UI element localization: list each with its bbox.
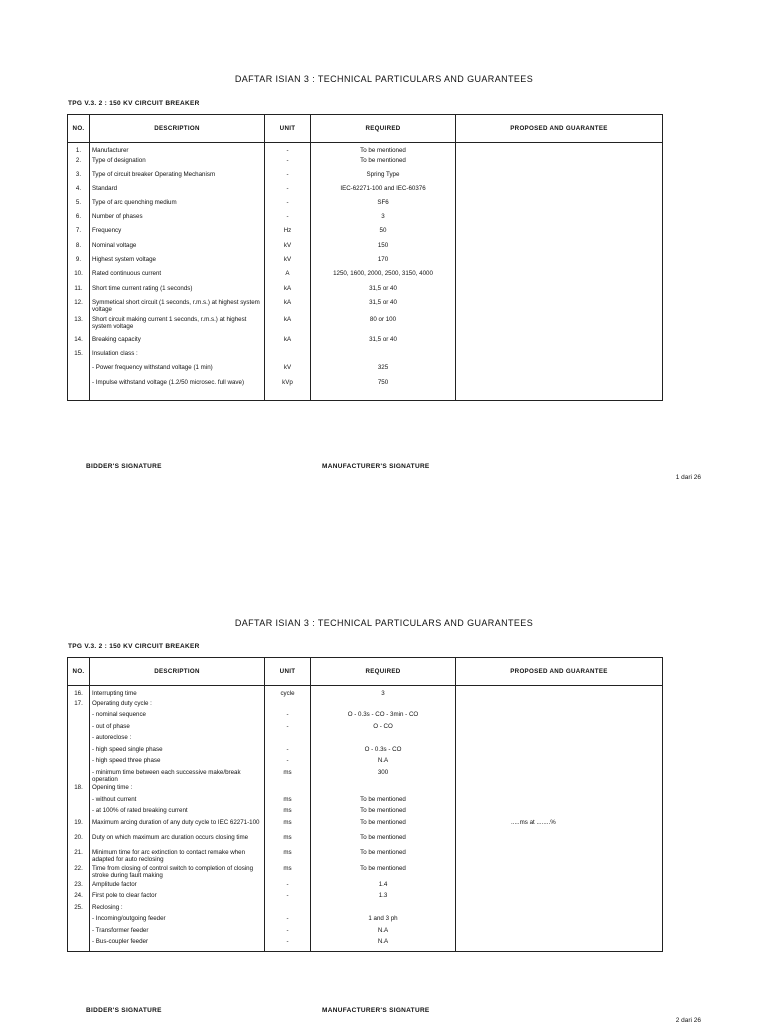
row-description: Manufacturer	[90, 143, 265, 158]
row-required: 1.3	[311, 892, 456, 904]
row-required: 50	[311, 227, 456, 242]
specification-table	[67, 114, 663, 401]
row-unit	[265, 904, 311, 916]
row-number: 10.	[68, 270, 90, 285]
row-proposed[interactable]	[456, 904, 663, 916]
header-unit: UNIT	[265, 115, 311, 143]
row-required: 80 or 100	[311, 316, 456, 336]
row-description: Type of arc quenching medium	[90, 199, 265, 213]
row-description: Interrupting time	[90, 686, 265, 700]
row-description: Duty on which maximum arc duration occurs closing time	[90, 834, 265, 849]
row-unit: kA	[265, 299, 311, 317]
row-description: Symmetical short circuit (1 seconds, r.m.s.) at highest system voltage	[90, 299, 265, 317]
row-description: - out of phase	[90, 723, 265, 735]
row-unit: -	[265, 881, 311, 893]
row-required: 1.4	[311, 881, 456, 893]
row-proposed[interactable]	[456, 927, 663, 939]
table-row	[68, 865, 663, 881]
row-required: 325	[311, 364, 456, 379]
table-row	[68, 213, 663, 227]
row-number: 13.	[68, 316, 90, 336]
row-unit: ms	[265, 769, 311, 785]
row-unit: kV	[265, 364, 311, 379]
row-description: Short circuit making current 1 seconds, r.m.s.) at highest system voltage	[90, 316, 265, 336]
row-description: Short time current rating (1 seconds)	[90, 285, 265, 299]
manufacturer-signature-label: MANUFACTURER'S SIGNATURE	[322, 1007, 430, 1014]
row-number: 21.	[68, 849, 90, 865]
row-number: 24.	[68, 892, 90, 904]
row-unit: -	[265, 143, 311, 158]
page-subtitle: TPG V.3. 2 : 150 KV CIRCUIT BREAKER	[68, 643, 200, 650]
row-required: O - 0.3s - CO	[311, 746, 456, 758]
table-row	[68, 819, 663, 835]
header-no: NO.	[68, 115, 90, 143]
row-unit	[265, 350, 311, 364]
row-required: To be mentioned	[311, 834, 456, 849]
row-description: - nominal sequence	[90, 711, 265, 723]
row-unit: cycle	[265, 686, 311, 700]
row-proposed[interactable]	[456, 350, 663, 364]
row-required: To be mentioned	[311, 849, 456, 865]
row-required	[311, 904, 456, 916]
row-number: 9.	[68, 256, 90, 271]
row-required: Spring Type	[311, 171, 456, 185]
header-description: DESCRIPTION	[90, 115, 265, 143]
table-row	[68, 143, 663, 158]
table-row	[68, 757, 663, 769]
table-row	[68, 270, 663, 285]
row-unit: -	[265, 157, 311, 171]
row-number: 20.	[68, 834, 90, 849]
row-description: Type of circuit breaker Operating Mechanism	[90, 171, 265, 185]
row-number	[68, 734, 90, 746]
table-row	[68, 686, 663, 700]
table-row	[68, 350, 663, 364]
row-description: Minimum time for arc extinction to contact remake when adapted for auto reclosing	[90, 849, 265, 865]
page-title: DAFTAR ISIAN 3 : TECHNICAL PARTICULARS AND GUARANTEES	[234, 618, 534, 628]
row-description: Operating duty cycle :	[90, 700, 265, 712]
row-unit: A	[265, 270, 311, 285]
table-row	[68, 364, 663, 379]
row-proposed[interactable]	[456, 185, 663, 199]
row-required	[311, 734, 456, 746]
table-row	[68, 242, 663, 256]
row-proposed[interactable]	[456, 915, 663, 927]
row-number	[68, 757, 90, 769]
header-proposed: PROPOSED AND GUARANTEE	[456, 115, 663, 143]
row-number	[68, 723, 90, 735]
table-row	[68, 379, 663, 400]
row-proposed[interactable]	[456, 734, 663, 746]
row-unit	[265, 784, 311, 796]
page-title: DAFTAR ISIAN 3 : TECHNICAL PARTICULARS AND GUARANTEES	[234, 74, 534, 84]
row-proposed[interactable]	[456, 364, 663, 379]
row-description: - autoreclose :	[90, 734, 265, 746]
row-description: Frequency	[90, 227, 265, 242]
table-row	[68, 157, 663, 171]
table-header-row	[68, 115, 663, 143]
row-number: 25.	[68, 904, 90, 916]
row-required: 1 and 3 ph	[311, 915, 456, 927]
row-description: Nominal voltage	[90, 242, 265, 256]
row-proposed[interactable]	[456, 199, 663, 213]
row-unit: kA	[265, 336, 311, 350]
row-number	[68, 807, 90, 819]
row-proposed[interactable]	[456, 270, 663, 285]
row-proposed[interactable]	[456, 316, 663, 336]
row-proposed[interactable]	[456, 784, 663, 796]
table-row	[68, 834, 663, 849]
row-required: N.A	[311, 938, 456, 952]
row-required: O - 0.3s - CO - 3min - CO	[311, 711, 456, 723]
row-proposed[interactable]	[456, 865, 663, 881]
row-required: To be mentioned	[311, 819, 456, 835]
row-required: N.A	[311, 757, 456, 769]
row-required: O - CO	[311, 723, 456, 735]
row-proposed[interactable]: .....ms at ........%	[456, 819, 663, 835]
row-number: 17.	[68, 700, 90, 712]
row-unit: -	[265, 723, 311, 735]
row-description: Amplitude factor	[90, 881, 265, 893]
table-row	[68, 227, 663, 242]
header-required: REQUIRED	[311, 658, 456, 686]
row-proposed[interactable]	[456, 256, 663, 271]
row-description: - at 100% of rated breaking current	[90, 807, 265, 819]
table-row	[68, 336, 663, 350]
table-row	[68, 700, 663, 712]
row-proposed[interactable]	[456, 746, 663, 758]
row-number	[68, 746, 90, 758]
row-unit: -	[265, 711, 311, 723]
row-proposed[interactable]	[456, 796, 663, 808]
row-unit: kA	[265, 285, 311, 299]
table-row	[68, 299, 663, 317]
row-required: To be mentioned	[311, 865, 456, 881]
row-description: - high speed three phase	[90, 757, 265, 769]
page-subtitle: TPG V.3. 2 : 150 KV CIRCUIT BREAKER	[68, 100, 200, 107]
row-unit: -	[265, 927, 311, 939]
table-row	[68, 746, 663, 758]
table-row	[68, 881, 663, 893]
row-description: - without current	[90, 796, 265, 808]
row-proposed[interactable]	[456, 807, 663, 819]
row-description: - high speed single phase	[90, 746, 265, 758]
row-unit: ms	[265, 807, 311, 819]
row-unit: ms	[265, 796, 311, 808]
table-row	[68, 723, 663, 735]
row-unit: kV	[265, 256, 311, 271]
row-description: Rated continuous current	[90, 270, 265, 285]
row-number: 6.	[68, 213, 90, 227]
row-required: IEC-62271-100 and IEC-60376	[311, 185, 456, 199]
row-number: 19.	[68, 819, 90, 835]
row-number: 23.	[68, 881, 90, 893]
row-description: First pole to clear factor	[90, 892, 265, 904]
row-required: To be mentioned	[311, 143, 456, 158]
row-required: 3	[311, 686, 456, 700]
row-description: Type of designation	[90, 157, 265, 171]
table-row	[68, 199, 663, 213]
row-number: 7.	[68, 227, 90, 242]
row-unit: -	[265, 746, 311, 758]
row-required: To be mentioned	[311, 807, 456, 819]
row-description: - Incoming/outgoing feeder	[90, 915, 265, 927]
row-number	[68, 711, 90, 723]
table-row	[68, 796, 663, 808]
table-row	[68, 807, 663, 819]
row-description: - Bus-coupler feeder	[90, 938, 265, 952]
table-row	[68, 171, 663, 185]
document-page-1	[0, 0, 768, 500]
row-unit: kV	[265, 242, 311, 256]
row-required: SF6	[311, 199, 456, 213]
table-header-row	[68, 658, 663, 686]
row-unit: ms	[265, 834, 311, 849]
row-number	[68, 927, 90, 939]
row-required	[311, 700, 456, 712]
row-proposed[interactable]	[456, 881, 663, 893]
header-description: DESCRIPTION	[90, 658, 265, 686]
row-proposed[interactable]	[456, 686, 663, 700]
row-unit: -	[265, 938, 311, 952]
row-proposed[interactable]	[456, 336, 663, 350]
row-description: - Transformer feeder	[90, 927, 265, 939]
bidder-signature-label: BIDDER'S SIGNATURE	[86, 463, 162, 470]
row-unit: ms	[265, 819, 311, 835]
row-required	[311, 784, 456, 796]
row-number	[68, 379, 90, 400]
row-required: 3	[311, 213, 456, 227]
row-required: N.A	[311, 927, 456, 939]
row-number: 3.	[68, 171, 90, 185]
row-required: 1250, 1600, 2000, 2500, 3150, 4000	[311, 270, 456, 285]
row-proposed[interactable]	[456, 757, 663, 769]
row-number: 16.	[68, 686, 90, 700]
table-row	[68, 316, 663, 336]
row-required: 31,5 or 40	[311, 299, 456, 317]
row-proposed[interactable]	[456, 700, 663, 712]
table-row	[68, 927, 663, 939]
table-row	[68, 734, 663, 746]
row-number: 18.	[68, 784, 90, 796]
row-unit: kA	[265, 316, 311, 336]
row-description: - minimum time between each successive make/break operation	[90, 769, 265, 785]
row-description: Maximum arcing duration of any duty cycle to IEC 62271-100	[90, 819, 265, 835]
row-proposed[interactable]	[456, 379, 663, 400]
row-number	[68, 915, 90, 927]
row-number: 14.	[68, 336, 90, 350]
row-number: 22.	[68, 865, 90, 881]
table-row	[68, 769, 663, 785]
row-required: 170	[311, 256, 456, 271]
row-proposed[interactable]	[456, 227, 663, 242]
row-description: - Impulse withstand voltage (1.2/50 microsec. full wave)	[90, 379, 265, 400]
row-number: 4.	[68, 185, 90, 199]
row-number	[68, 796, 90, 808]
row-unit: -	[265, 171, 311, 185]
document-page-2	[0, 545, 768, 1024]
row-proposed[interactable]	[456, 213, 663, 227]
row-unit: ms	[265, 849, 311, 865]
row-number: 12.	[68, 299, 90, 317]
row-description: Opening time :	[90, 784, 265, 796]
row-required: 750	[311, 379, 456, 400]
row-proposed[interactable]	[456, 242, 663, 256]
row-unit	[265, 734, 311, 746]
row-required: To be mentioned	[311, 157, 456, 171]
row-required: To be mentioned	[311, 796, 456, 808]
row-number	[68, 364, 90, 379]
row-proposed[interactable]	[456, 769, 663, 785]
table-row	[68, 185, 663, 199]
row-unit: kVp	[265, 379, 311, 400]
row-proposed[interactable]	[456, 711, 663, 723]
row-description: Reclosing :	[90, 904, 265, 916]
row-unit: ms	[265, 865, 311, 881]
row-description: Time from closing of control switch to completion of closing stroke during fault making	[90, 865, 265, 881]
row-proposed[interactable]	[456, 285, 663, 299]
row-proposed[interactable]	[456, 723, 663, 735]
row-proposed[interactable]	[456, 849, 663, 865]
table-row	[68, 256, 663, 271]
row-required: 300	[311, 769, 456, 785]
row-number: 15.	[68, 350, 90, 364]
row-number: 2.	[68, 157, 90, 171]
header-required: REQUIRED	[311, 115, 456, 143]
table-row	[68, 849, 663, 865]
header-unit: UNIT	[265, 658, 311, 686]
row-description: Number of phases	[90, 213, 265, 227]
row-unit: -	[265, 213, 311, 227]
row-number: 11.	[68, 285, 90, 299]
row-unit: -	[265, 185, 311, 199]
row-unit: -	[265, 892, 311, 904]
row-required: 31,5 or 40	[311, 336, 456, 350]
page-number: 1 dari 26	[675, 474, 701, 481]
row-proposed[interactable]	[456, 834, 663, 849]
table-row	[68, 915, 663, 927]
header-no: NO.	[68, 658, 90, 686]
bidder-signature-label: BIDDER'S SIGNATURE	[86, 1007, 162, 1014]
row-number: 1.	[68, 143, 90, 158]
row-required	[311, 350, 456, 364]
page-number: 2 dari 26	[675, 1017, 701, 1024]
row-unit: -	[265, 915, 311, 927]
row-description: Insulation class :	[90, 350, 265, 364]
row-proposed[interactable]	[456, 171, 663, 185]
row-unit: -	[265, 199, 311, 213]
table-row	[68, 711, 663, 723]
row-proposed[interactable]	[456, 299, 663, 317]
row-description: Breaking capacity	[90, 336, 265, 350]
row-description: Highest system voltage	[90, 256, 265, 271]
row-number: 8.	[68, 242, 90, 256]
row-proposed[interactable]	[456, 938, 663, 952]
row-description: - Power frequency withstand voltage (1 min)	[90, 364, 265, 379]
table-row	[68, 892, 663, 904]
table-row	[68, 784, 663, 796]
row-required: 150	[311, 242, 456, 256]
row-proposed[interactable]	[456, 157, 663, 171]
table-row	[68, 285, 663, 299]
header-proposed: PROPOSED AND GUARANTEE	[456, 658, 663, 686]
row-required: 31,5 or 40	[311, 285, 456, 299]
table-row	[68, 904, 663, 916]
row-proposed[interactable]	[456, 143, 663, 158]
row-number	[68, 938, 90, 952]
table-row	[68, 938, 663, 952]
row-description: Standard	[90, 185, 265, 199]
row-unit: Hz	[265, 227, 311, 242]
row-proposed[interactable]	[456, 892, 663, 904]
row-number	[68, 769, 90, 785]
specification-table	[67, 657, 663, 952]
manufacturer-signature-label: MANUFACTURER'S SIGNATURE	[322, 463, 430, 470]
row-number: 5.	[68, 199, 90, 213]
row-unit	[265, 700, 311, 712]
row-unit: -	[265, 757, 311, 769]
